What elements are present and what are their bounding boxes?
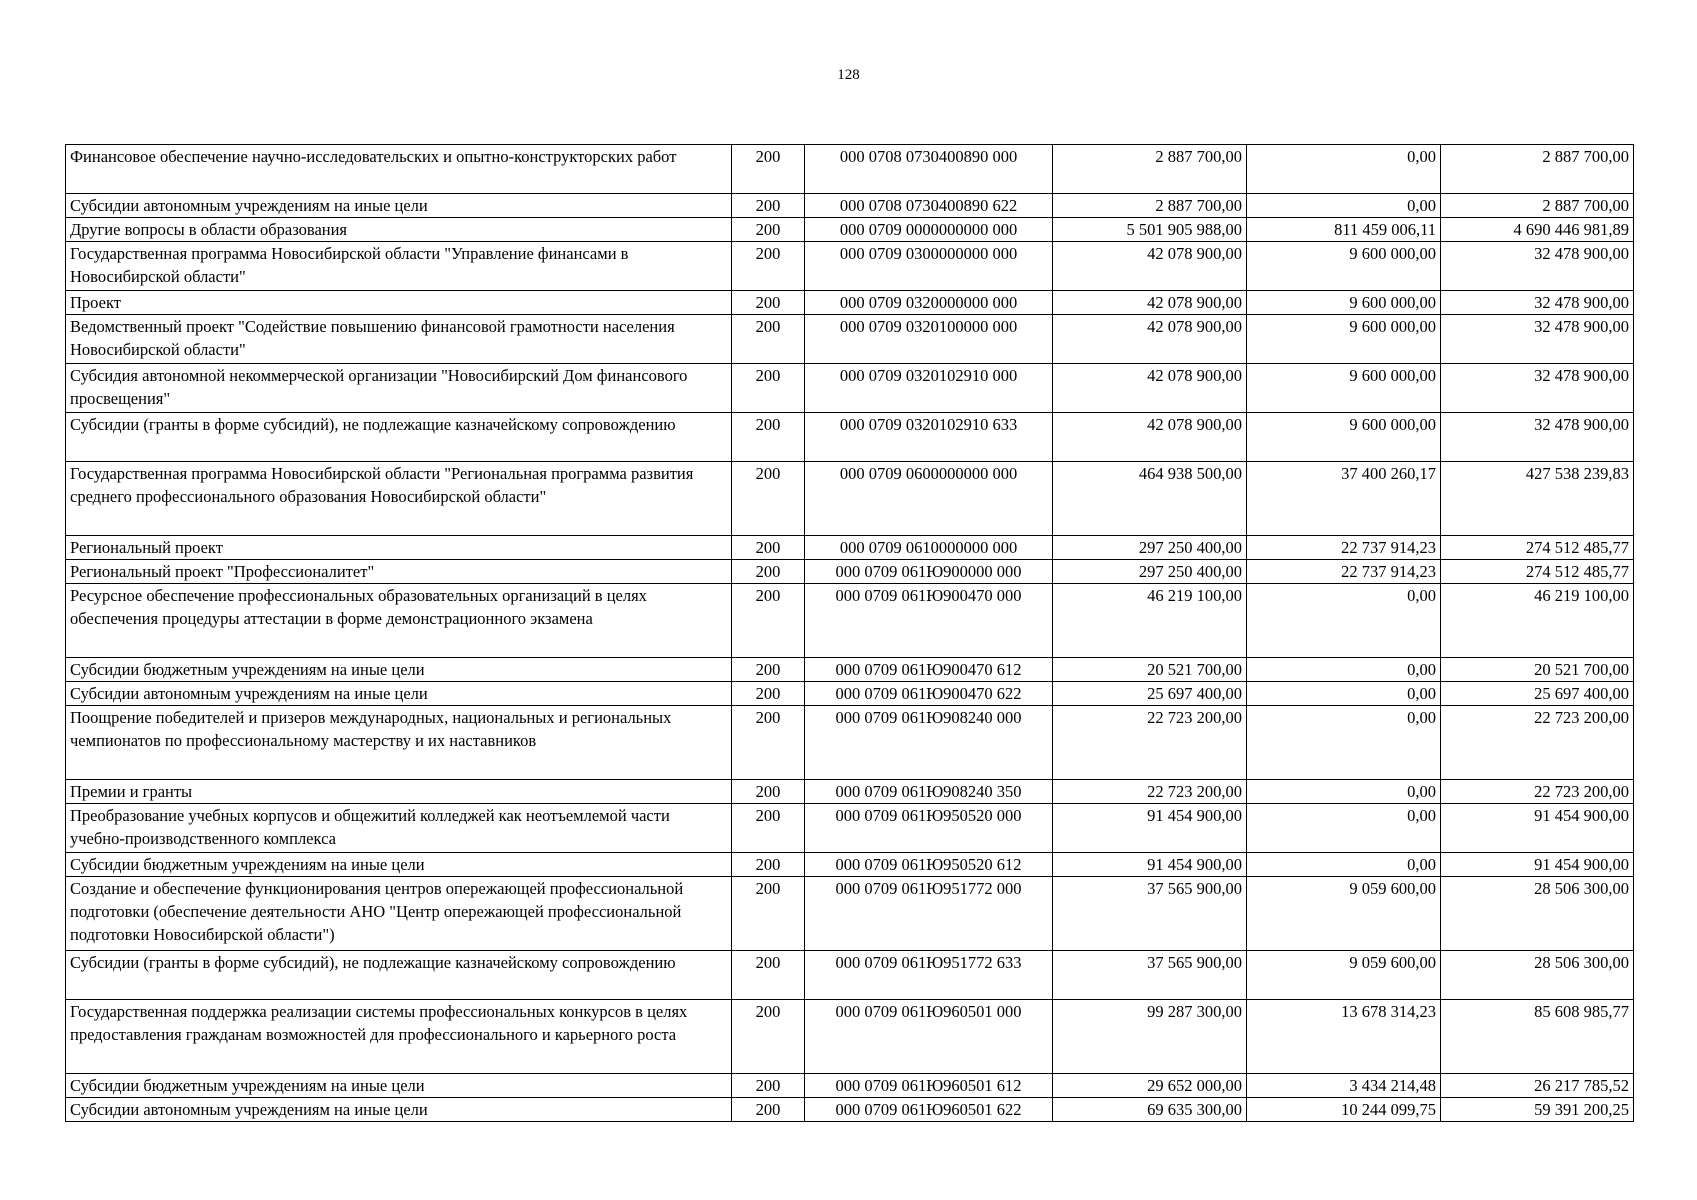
row-approved-cell: 46 219 100,00 <box>1053 584 1247 658</box>
row-approved-cell: 42 078 900,00 <box>1053 364 1247 413</box>
row-executed-cell: 0,00 <box>1247 658 1441 682</box>
row-classification-cell: 000 0709 061Ю900470 000 <box>805 584 1053 658</box>
row-code-cell: 200 <box>732 658 805 682</box>
row-executed-cell: 9 600 000,00 <box>1247 413 1441 462</box>
row-executed-cell: 9 600 000,00 <box>1247 364 1441 413</box>
row-classification-cell: 000 0709 0320102910 633 <box>805 413 1053 462</box>
table-row <box>66 413 1634 462</box>
row-remaining-cell: 46 219 100,00 <box>1441 584 1634 658</box>
row-executed-cell: 9 600 000,00 <box>1247 315 1441 364</box>
row-name-cell: Ведомственный проект "Содействие повышению финансовой грамотности населения Новосибирской области" <box>66 315 732 364</box>
row-approved-cell: 42 078 900,00 <box>1053 242 1247 291</box>
row-code-cell: 200 <box>732 853 805 877</box>
row-code-cell: 200 <box>732 804 805 853</box>
row-executed-cell: 3 434 214,48 <box>1247 1074 1441 1098</box>
row-classification-cell: 000 0709 061Ю960501 612 <box>805 1074 1053 1098</box>
row-name-cell: Субсидии (гранты в форме субсидий), не подлежащие казначейскому сопровождению <box>66 413 732 462</box>
row-name-cell: Финансовое обеспечение научно-исследовательских и опытно-конструкторских работ <box>66 145 732 194</box>
row-code-cell: 200 <box>732 1098 805 1122</box>
row-executed-cell: 811 459 006,11 <box>1247 218 1441 242</box>
row-code-cell: 200 <box>732 194 805 218</box>
row-code-cell: 200 <box>732 536 805 560</box>
row-remaining-cell: 26 217 785,52 <box>1441 1074 1634 1098</box>
row-code-cell: 200 <box>732 584 805 658</box>
row-code-cell: 200 <box>732 364 805 413</box>
row-remaining-cell: 32 478 900,00 <box>1441 315 1634 364</box>
row-code-cell: 200 <box>732 315 805 364</box>
row-classification-cell: 000 0709 0320100000 000 <box>805 315 1053 364</box>
row-approved-cell: 25 697 400,00 <box>1053 682 1247 706</box>
row-classification-cell: 000 0709 061Ю900000 000 <box>805 560 1053 584</box>
row-executed-cell: 13 678 314,23 <box>1247 1000 1441 1074</box>
row-name-cell: Региональный проект "Профессионалитет" <box>66 560 732 584</box>
row-approved-cell: 37 565 900,00 <box>1053 877 1247 951</box>
row-executed-cell: 0,00 <box>1247 194 1441 218</box>
row-classification-cell: 000 0709 061Ю900470 622 <box>805 682 1053 706</box>
table-row <box>66 1098 1634 1122</box>
row-classification-cell: 000 0709 061Ю908240 000 <box>805 706 1053 780</box>
row-name-cell: Преобразование учебных корпусов и общежитий колледжей как неотъемлемой части учебно-производственного комплекса <box>66 804 732 853</box>
table-row <box>66 536 1634 560</box>
row-code-cell: 200 <box>732 951 805 1000</box>
row-executed-cell: 22 737 914,23 <box>1247 536 1441 560</box>
row-approved-cell: 2 887 700,00 <box>1053 145 1247 194</box>
row-name-cell: Государственная программа Новосибирской области "Региональная программа развития среднего профессионального образования Новосибирской области" <box>66 462 732 536</box>
row-approved-cell: 5 501 905 988,00 <box>1053 218 1247 242</box>
row-executed-cell: 0,00 <box>1247 682 1441 706</box>
row-remaining-cell: 59 391 200,25 <box>1441 1098 1634 1122</box>
page-number: 128 <box>837 67 860 83</box>
row-remaining-cell: 22 723 200,00 <box>1441 706 1634 780</box>
row-approved-cell: 297 250 400,00 <box>1053 536 1247 560</box>
row-approved-cell: 91 454 900,00 <box>1053 853 1247 877</box>
row-remaining-cell: 274 512 485,77 <box>1441 536 1634 560</box>
row-approved-cell: 22 723 200,00 <box>1053 780 1247 804</box>
row-approved-cell: 297 250 400,00 <box>1053 560 1247 584</box>
row-approved-cell: 42 078 900,00 <box>1053 315 1247 364</box>
row-executed-cell: 0,00 <box>1247 804 1441 853</box>
row-remaining-cell: 28 506 300,00 <box>1441 951 1634 1000</box>
row-classification-cell: 000 0709 061Ю908240 350 <box>805 780 1053 804</box>
row-code-cell: 200 <box>732 1000 805 1074</box>
row-approved-cell: 464 938 500,00 <box>1053 462 1247 536</box>
row-name-cell: Ресурсное обеспечение профессиональных образовательных организаций в целях обеспечения процедуры аттестации в форме демонстрационного экзамена <box>66 584 732 658</box>
row-classification-cell: 000 0709 0320102910 000 <box>805 364 1053 413</box>
row-classification-cell: 000 0709 0320000000 000 <box>805 291 1053 315</box>
row-code-cell: 200 <box>732 242 805 291</box>
row-name-cell: Государственная программа Новосибирской области "Управление финансами в Новосибирской области" <box>66 242 732 291</box>
row-classification-cell: 000 0709 0610000000 000 <box>805 536 1053 560</box>
row-name-cell: Создание и обеспечение функционирования центров опережающей профессиональной подготовки (обеспечение деятельности АНО "Центр опережающей профессиональной подготовки Новосибирской области") <box>66 877 732 951</box>
row-code-cell: 200 <box>732 706 805 780</box>
row-name-cell: Субсидии бюджетным учреждениям на иные цели <box>66 853 732 877</box>
row-executed-cell: 10 244 099,75 <box>1247 1098 1441 1122</box>
row-remaining-cell: 32 478 900,00 <box>1441 364 1634 413</box>
row-code-cell: 200 <box>732 462 805 536</box>
row-remaining-cell: 91 454 900,00 <box>1441 804 1634 853</box>
row-approved-cell: 42 078 900,00 <box>1053 413 1247 462</box>
row-classification-cell: 000 0709 0000000000 000 <box>805 218 1053 242</box>
row-classification-cell: 000 0708 0730400890 622 <box>805 194 1053 218</box>
table-row <box>66 877 1634 951</box>
table-row <box>66 315 1634 364</box>
table-row <box>66 242 1634 291</box>
table-row <box>66 291 1634 315</box>
row-executed-cell: 0,00 <box>1247 853 1441 877</box>
row-approved-cell: 22 723 200,00 <box>1053 706 1247 780</box>
table-row <box>66 1000 1634 1074</box>
row-remaining-cell: 2 887 700,00 <box>1441 145 1634 194</box>
row-approved-cell: 37 565 900,00 <box>1053 951 1247 1000</box>
row-code-cell: 200 <box>732 560 805 584</box>
row-approved-cell: 42 078 900,00 <box>1053 291 1247 315</box>
row-name-cell: Субсидии автономным учреждениям на иные цели <box>66 194 732 218</box>
row-approved-cell: 20 521 700,00 <box>1053 658 1247 682</box>
table-row <box>66 804 1634 853</box>
table-row <box>66 951 1634 1000</box>
row-classification-cell: 000 0709 061Ю951772 000 <box>805 877 1053 951</box>
table-row <box>66 194 1634 218</box>
row-name-cell: Государственная поддержка реализации системы профессиональных конкурсов в целях предоставления гражданам возможностей для профессионального и карьерного роста <box>66 1000 732 1074</box>
row-executed-cell: 0,00 <box>1247 145 1441 194</box>
row-name-cell: Другие вопросы в области образования <box>66 218 732 242</box>
row-executed-cell: 37 400 260,17 <box>1247 462 1441 536</box>
row-classification-cell: 000 0708 0730400890 000 <box>805 145 1053 194</box>
row-executed-cell: 0,00 <box>1247 706 1441 780</box>
row-name-cell: Субсидии автономным учреждениям на иные цели <box>66 1098 732 1122</box>
table-row <box>66 1074 1634 1098</box>
row-name-cell: Субсидии бюджетным учреждениям на иные цели <box>66 658 732 682</box>
row-code-cell: 200 <box>732 413 805 462</box>
row-code-cell: 200 <box>732 682 805 706</box>
budget-table <box>65 144 1634 1122</box>
row-remaining-cell: 32 478 900,00 <box>1441 413 1634 462</box>
row-classification-cell: 000 0709 061Ю960501 622 <box>805 1098 1053 1122</box>
row-name-cell: Субсидии (гранты в форме субсидий), не подлежащие казначейскому сопровождению <box>66 951 732 1000</box>
row-name-cell: Премии и гранты <box>66 780 732 804</box>
row-name-cell: Поощрение победителей и призеров международных, национальных и региональных чемпионатов по профессиональному мастерству и их наставников <box>66 706 732 780</box>
table-row <box>66 560 1634 584</box>
row-executed-cell: 9 600 000,00 <box>1247 242 1441 291</box>
row-approved-cell: 69 635 300,00 <box>1053 1098 1247 1122</box>
table-row <box>66 682 1634 706</box>
row-remaining-cell: 85 608 985,77 <box>1441 1000 1634 1074</box>
row-remaining-cell: 427 538 239,83 <box>1441 462 1634 536</box>
row-classification-cell: 000 0709 061Ю950520 000 <box>805 804 1053 853</box>
row-approved-cell: 2 887 700,00 <box>1053 194 1247 218</box>
row-remaining-cell: 91 454 900,00 <box>1441 853 1634 877</box>
row-remaining-cell: 2 887 700,00 <box>1441 194 1634 218</box>
table-row <box>66 658 1634 682</box>
row-code-cell: 200 <box>732 1074 805 1098</box>
row-remaining-cell: 28 506 300,00 <box>1441 877 1634 951</box>
table-row <box>66 364 1634 413</box>
row-classification-cell: 000 0709 061Ю900470 612 <box>805 658 1053 682</box>
row-approved-cell: 29 652 000,00 <box>1053 1074 1247 1098</box>
row-approved-cell: 99 287 300,00 <box>1053 1000 1247 1074</box>
row-classification-cell: 000 0709 0300000000 000 <box>805 242 1053 291</box>
row-code-cell: 200 <box>732 291 805 315</box>
row-remaining-cell: 20 521 700,00 <box>1441 658 1634 682</box>
row-classification-cell: 000 0709 061Ю960501 000 <box>805 1000 1053 1074</box>
row-name-cell: Проект <box>66 291 732 315</box>
row-code-cell: 200 <box>732 877 805 951</box>
row-name-cell: Региональный проект <box>66 536 732 560</box>
row-remaining-cell: 32 478 900,00 <box>1441 242 1634 291</box>
row-executed-cell: 22 737 914,23 <box>1247 560 1441 584</box>
budget-table-body <box>66 145 1634 1122</box>
table-row <box>66 462 1634 536</box>
row-classification-cell: 000 0709 061Ю951772 633 <box>805 951 1053 1000</box>
row-classification-cell: 000 0709 0600000000 000 <box>805 462 1053 536</box>
row-executed-cell: 0,00 <box>1247 780 1441 804</box>
row-approved-cell: 91 454 900,00 <box>1053 804 1247 853</box>
row-executed-cell: 9 600 000,00 <box>1247 291 1441 315</box>
row-remaining-cell: 274 512 485,77 <box>1441 560 1634 584</box>
row-remaining-cell: 4 690 446 981,89 <box>1441 218 1634 242</box>
row-code-cell: 200 <box>732 780 805 804</box>
row-remaining-cell: 22 723 200,00 <box>1441 780 1634 804</box>
row-name-cell: Субсидии бюджетным учреждениям на иные цели <box>66 1074 732 1098</box>
table-row <box>66 145 1634 194</box>
table-row <box>66 853 1634 877</box>
row-name-cell: Субсидия автономной некоммерческой организации "Новосибирский Дом финансового просвещения" <box>66 364 732 413</box>
row-executed-cell: 9 059 600,00 <box>1247 877 1441 951</box>
row-remaining-cell: 25 697 400,00 <box>1441 682 1634 706</box>
row-code-cell: 200 <box>732 218 805 242</box>
row-code-cell: 200 <box>732 145 805 194</box>
table-row <box>66 584 1634 658</box>
row-remaining-cell: 32 478 900,00 <box>1441 291 1634 315</box>
table-row <box>66 218 1634 242</box>
row-executed-cell: 0,00 <box>1247 584 1441 658</box>
row-classification-cell: 000 0709 061Ю950520 612 <box>805 853 1053 877</box>
table-row <box>66 780 1634 804</box>
row-name-cell: Субсидии автономным учреждениям на иные цели <box>66 682 732 706</box>
table-row <box>66 706 1634 780</box>
row-executed-cell: 9 059 600,00 <box>1247 951 1441 1000</box>
